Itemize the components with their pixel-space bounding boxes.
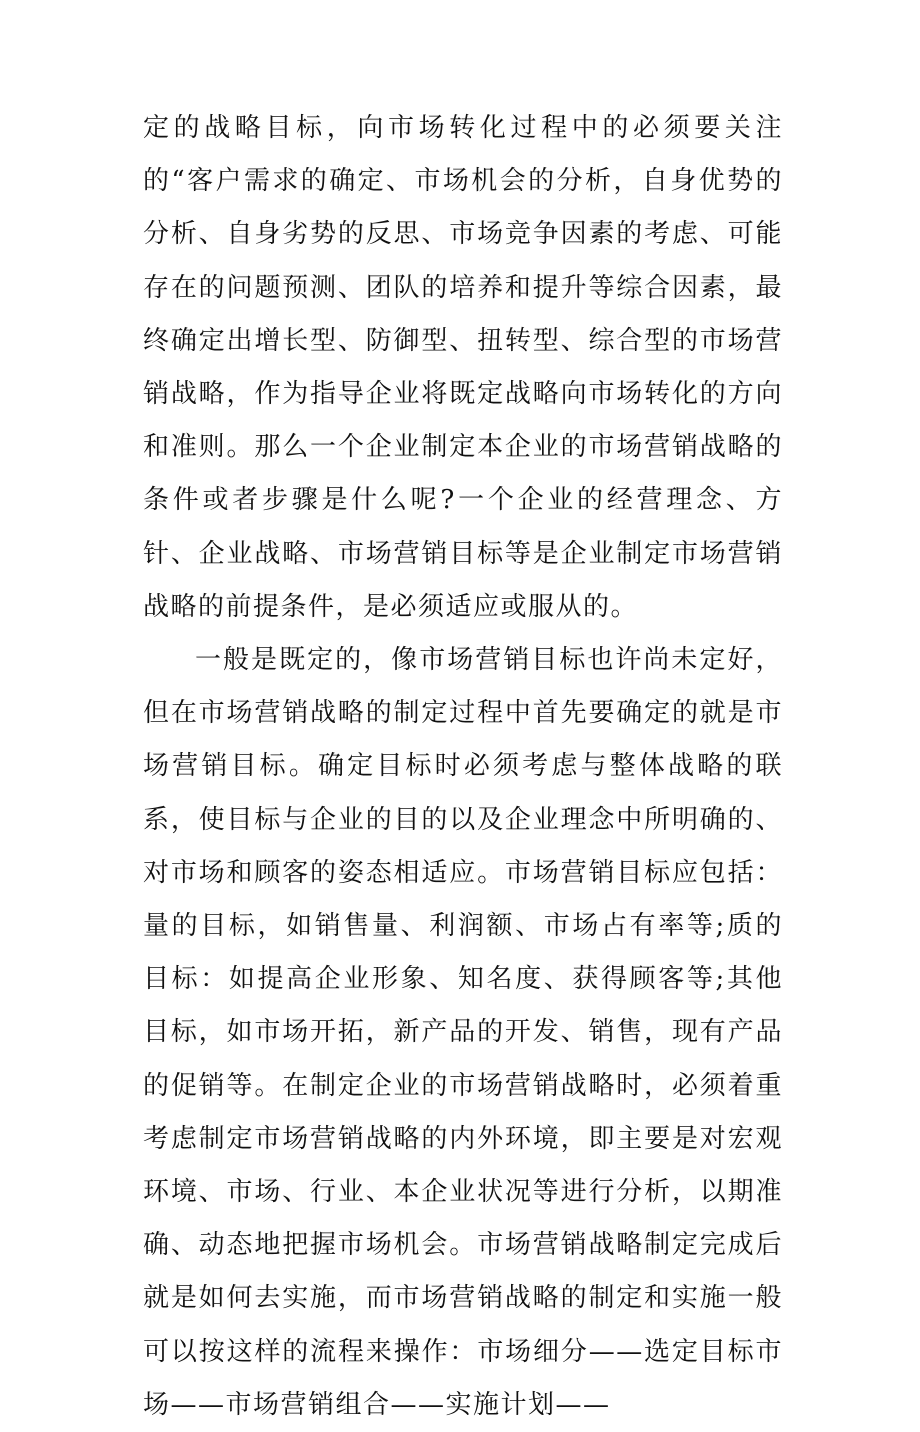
paragraph-2: 一般是既定的，像市场营销目标也许尚未定好，但在市场营销战略的制定过程中首先要确定的就是市场营销目标。确定目标时必须考虑与整体战略的联系，使目标与企业的目的以及企业理念中所明确的、对市场和顾客的姿态相适应。市场营销目标应包括：量的目标，如销售量、利润额、市场占有率等;质的目标：如提高企业形象、知名度、获得顾客等;其他目标，如市场开拓，新产品的开发、销售，现有产品的促销等。在制定企业的市场营销战略时，必须着重考虑制定市场营销战略的内外环境，即主要是对宏观环境、市场、行业、本企业状况等进行分析，以期准确、动态地把握市场机会。市场营销战略制定完成后就是如何去实施，而市场营销战略的制定和实施一般可以按这样的流程来操作：市场细分——选定目标市场——市场营销组合——实施计划—— [143,645,783,1420]
paragraph-1: 定的战略目标，向市场转化过程中的必须要关注的“客户需求的确定、市场机会的分析，自身优势的分析、自身劣势的反思、市场竞争因素的考虑、可能存在的问题预测、团队的培养和提升等综合因素，最终确定出增长型、防御型、扭转型、综合型的市场营销战略，作为指导企业将既定战略向市场转化的方向和准则。那么一个企业制定本企业的市场营销战略的条件或者步骤是什么呢?一个企业的经营理念、方针、企业战略、市场营销目标等是企业制定市场营销战略的前提条件，是必须适应或服从的。 [143,113,783,622]
document-body [143,102,783,1432]
